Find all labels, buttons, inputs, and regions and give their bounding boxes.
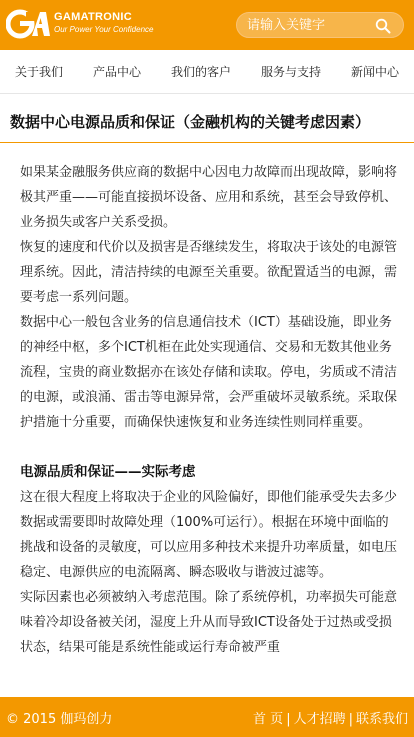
search-input[interactable] [247, 15, 367, 35]
brand-name: GAMATRONIC [54, 11, 132, 23]
article-paragraph: 这在很大程度上将取决于企业的风险偏好，即他们能承受失去多少数据或需要即时故障处理（100%可运行）。根据在环境中面临的挑战和设备的灵敏度，可以应用多种技术来提升功率质量，如电压稳定、电源供应的电流隔离、瞬态吸收与谐波过滤等。 [20, 490, 398, 580]
article-body [20, 160, 398, 697]
title-bar [0, 95, 414, 143]
search-box [236, 12, 404, 38]
footer-link-contact[interactable]: 联系我们 [355, 712, 408, 727]
nav-item-customers[interactable]: 我们的客户 [170, 65, 231, 79]
brand [54, 11, 153, 35]
brand-slogan: Our Power Your Confidence [54, 25, 154, 34]
footer-link-home[interactable]: 首 页 [253, 712, 284, 727]
header-bar [0, 0, 414, 50]
section-heading: 电源品质和保证——实际考虑 [20, 464, 196, 480]
footer-separator: | [286, 712, 291, 727]
article-paragraph: 恢复的速度和代价以及损害是否继续发生，将取决于该处的电源管理系统。因此，清洁持续的电源至关重要。欲配置适当的电源，需要考虑一系列问题。 [20, 240, 398, 305]
nav-item-about[interactable]: 关于我们 [14, 65, 63, 79]
footer-separator: | [348, 712, 353, 727]
ga-logo-icon[interactable] [6, 8, 50, 40]
page-title: 数据中心电源品质和保证（金融机构的关键考虑因素） [10, 113, 371, 131]
article-paragraph: 如果某金融服务供应商的数据中心因电力故障而出现故障，影响将极其严重——可能直接损坏设备、应用和系统，甚至会导致停机、业务损失或客户关系受损。 [20, 165, 398, 230]
nav-item-service[interactable]: 服务与支持 [260, 65, 321, 79]
article-paragraph: 实际因素也必须被纳入考虑范围。除了系统停机，功率损失可能意味着冷却设备被关闭，湿度上升从而导致ICT设备处于过热或受损状态，结果可能是系统性能或运行寿命被严重 [20, 590, 398, 655]
footer-links [253, 708, 408, 727]
article-paragraph: 数据中心一般包含业务的信息通信技术（ICT）基础设施，即业务的神经中枢，多个ICT机柜在此处实现通信、交易和无数其他业务流程，宝贵的商业数据亦在该处存储和读取。停电，劣质或不清洁的电源，或浪涌、雷击等电源异常，会严重破坏灵敏系统。采取保护措施十分重要，而确保快速恢复和业务连续性则同样重要。 [20, 315, 398, 430]
nav-item-products[interactable]: 产品中心 [92, 65, 141, 79]
nav-item-news[interactable]: 新闻中心 [350, 65, 399, 79]
main-nav [0, 50, 414, 94]
footer-link-careers[interactable]: 人才招聘 [293, 712, 346, 727]
copyright-text: © 2015 伽玛创力 [6, 712, 113, 727]
search-icon[interactable] [375, 18, 391, 34]
footer-bar [0, 697, 414, 737]
